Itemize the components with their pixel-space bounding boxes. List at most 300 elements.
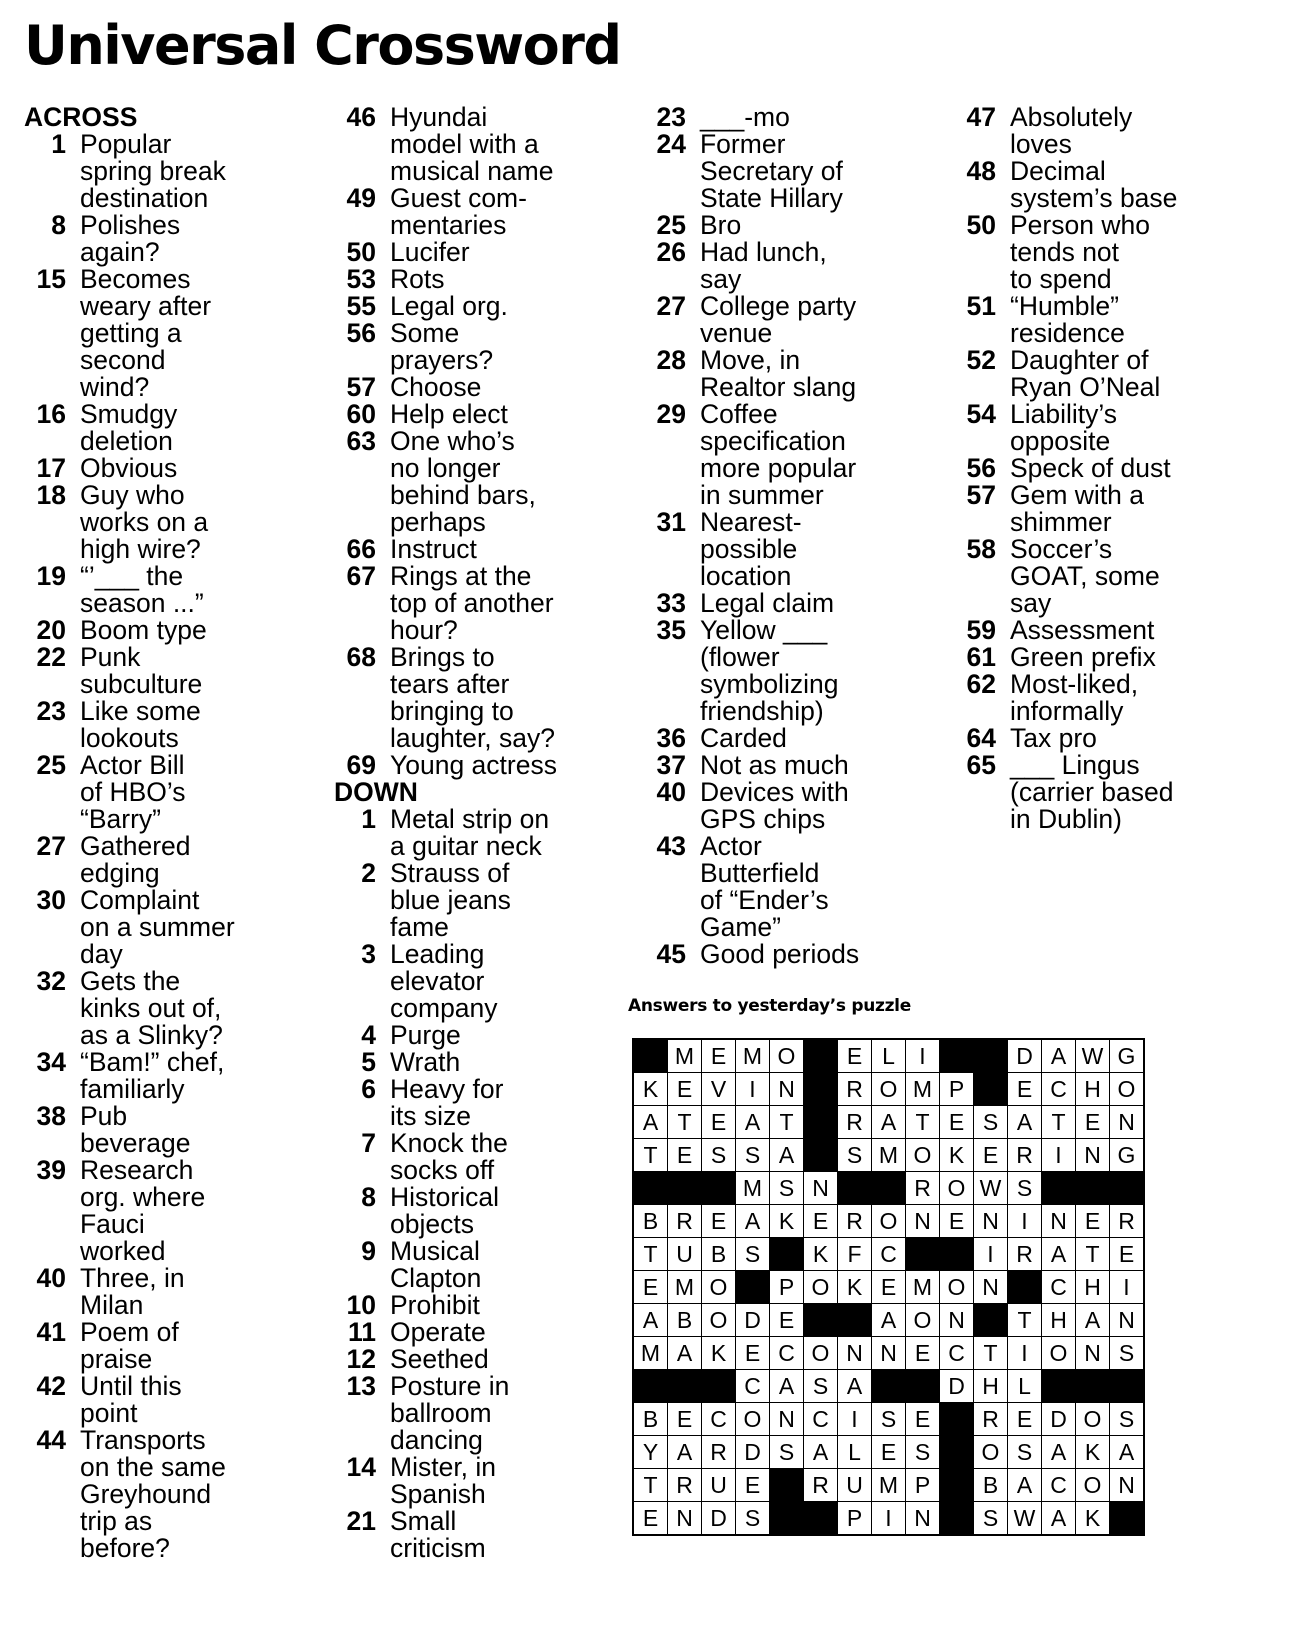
- clue-line: possible: [700, 534, 798, 564]
- clue-text: [1010, 617, 1254, 644]
- clue-line: Green prefix: [1010, 642, 1156, 672]
- clue-line: Game”: [700, 912, 781, 942]
- clue-text: [700, 131, 924, 212]
- clue-line: Boom type: [80, 615, 207, 645]
- clue-text: [80, 698, 294, 752]
- clue-line: mentaries: [390, 210, 507, 240]
- letter-cell: M: [668, 1039, 702, 1073]
- clue-text: [80, 1265, 294, 1319]
- clue-text: [390, 644, 604, 752]
- letter-cell: E: [1076, 1106, 1110, 1139]
- across-clue: [334, 563, 604, 644]
- black-square: [702, 1370, 736, 1403]
- clue-number: 47: [966, 102, 996, 132]
- clue-line: loves: [1010, 129, 1072, 159]
- down-clue: [644, 752, 924, 779]
- letter-cell: N: [1110, 1304, 1145, 1337]
- black-square: [940, 1502, 974, 1536]
- letter-cell: N: [1110, 1469, 1145, 1502]
- letter-cell: N: [770, 1403, 804, 1436]
- clue-line: shimmer: [1010, 507, 1112, 537]
- clue-line: friendship): [700, 696, 824, 726]
- clue-line: Punk: [80, 642, 141, 672]
- clue-line: Help elect: [390, 399, 508, 429]
- clue-number: 26: [656, 237, 686, 267]
- clue-line: Pub: [80, 1101, 128, 1131]
- clue-text: [1010, 293, 1254, 347]
- clue-line: Gem with a: [1010, 480, 1145, 510]
- letter-cell: C: [804, 1403, 838, 1436]
- clue-text: [390, 185, 604, 239]
- black-square: [1110, 1502, 1145, 1536]
- clue-number: 27: [656, 291, 686, 321]
- clue-line: Becomes: [80, 264, 191, 294]
- letter-cell: O: [872, 1205, 906, 1238]
- clue-line: wind?: [80, 372, 150, 402]
- down-clue: [644, 104, 924, 131]
- clue-number: 53: [346, 264, 376, 294]
- clue-line: laughter, say?: [390, 723, 556, 753]
- down-clue: [644, 509, 924, 590]
- letter-cell: K: [633, 1073, 668, 1106]
- letter-cell: O: [1076, 1469, 1110, 1502]
- clue-line: One who’s: [390, 426, 515, 456]
- clue-number: 62: [966, 669, 996, 699]
- clue-line: season ...”: [80, 588, 204, 618]
- clue-number: 38: [36, 1101, 66, 1131]
- letter-cell: S: [872, 1403, 906, 1436]
- clue-text: [1010, 347, 1254, 401]
- letter-cell: S: [1110, 1337, 1145, 1370]
- letter-cell: S: [736, 1238, 770, 1271]
- clue-text: [390, 1508, 604, 1562]
- clue-text: [80, 455, 294, 482]
- letter-cell: E: [668, 1139, 702, 1172]
- black-square: [736, 1271, 770, 1304]
- clue-text: [390, 104, 604, 185]
- clue-number: 12: [346, 1344, 376, 1374]
- clue-line: Seethed: [390, 1344, 489, 1374]
- clue-line: ___-mo: [700, 102, 790, 132]
- grid-row: [633, 1370, 1144, 1403]
- clue-line: criticism: [390, 1533, 486, 1563]
- letter-cell: D: [1008, 1039, 1042, 1073]
- letter-cell: E: [736, 1337, 770, 1370]
- letter-cell: O: [906, 1304, 940, 1337]
- across-clue: [24, 833, 294, 887]
- letter-cell: R: [1008, 1238, 1042, 1271]
- black-square: [1110, 1172, 1145, 1205]
- across-clue: [334, 320, 604, 374]
- clue-line: location: [700, 561, 792, 591]
- letter-cell: A: [736, 1106, 770, 1139]
- across-clue: [334, 104, 604, 185]
- clue-number: 7: [361, 1128, 376, 1158]
- letter-cell: E: [906, 1403, 940, 1436]
- black-square: [974, 1304, 1008, 1337]
- clue-text: [390, 806, 604, 860]
- clue-text: [390, 1076, 604, 1130]
- clue-line: Clapton: [390, 1263, 482, 1293]
- clue-line: second: [80, 345, 166, 375]
- clue-text: [80, 1157, 294, 1265]
- down-clue: [644, 779, 924, 833]
- across-clue: [334, 401, 604, 428]
- across-clue: [24, 401, 294, 455]
- clue-text: [700, 779, 924, 833]
- letter-cell: I: [736, 1073, 770, 1106]
- black-square: [940, 1238, 974, 1271]
- down-clue: [334, 1292, 604, 1319]
- clue-text: [390, 320, 604, 374]
- down-clue: [334, 1184, 604, 1238]
- letter-cell: O: [702, 1304, 736, 1337]
- black-square: [872, 1370, 906, 1403]
- clue-number: 9: [361, 1236, 376, 1266]
- clue-number: 34: [36, 1047, 66, 1077]
- clue-line: Actor Bill: [80, 750, 185, 780]
- clue-line: praise: [80, 1344, 153, 1374]
- grid-row: [633, 1073, 1144, 1106]
- clue-line: Nearest-: [700, 507, 802, 537]
- down-clue: [644, 293, 924, 347]
- letter-cell: T: [668, 1106, 702, 1139]
- letter-cell: N: [1076, 1139, 1110, 1172]
- grid-row: [633, 1039, 1144, 1073]
- letter-cell: E: [838, 1039, 872, 1073]
- clue-line: Heavy for: [390, 1074, 504, 1104]
- black-square: [633, 1370, 668, 1403]
- grid-row: [633, 1337, 1144, 1370]
- across-clue: [24, 563, 294, 617]
- clue-line: day: [80, 939, 123, 969]
- down-clue: [334, 806, 604, 860]
- letter-cell: N: [974, 1205, 1008, 1238]
- clue-line: Person who: [1010, 210, 1150, 240]
- letter-cell: G: [1110, 1139, 1145, 1172]
- clue-line: no longer: [390, 453, 501, 483]
- clue-line: venue: [700, 318, 773, 348]
- clue-line: say: [700, 264, 742, 294]
- clue-line: Carded: [700, 723, 787, 753]
- clue-text: [390, 536, 604, 563]
- letter-cell: S: [1008, 1436, 1042, 1469]
- black-square: [906, 1238, 940, 1271]
- clue-number: 43: [656, 831, 686, 861]
- down-clue: [334, 1130, 604, 1184]
- letter-cell: I: [974, 1238, 1008, 1271]
- across-header: ACROSS: [24, 102, 138, 132]
- clue-line: Greyhound: [80, 1479, 212, 1509]
- across-clue: [24, 212, 294, 266]
- clue-line: Guest com-: [390, 183, 527, 213]
- letter-cell: E: [940, 1205, 974, 1238]
- clue-number: 37: [656, 750, 686, 780]
- black-square: [940, 1469, 974, 1502]
- letter-cell: B: [702, 1238, 736, 1271]
- letter-cell: W: [974, 1172, 1008, 1205]
- clue-line: socks off: [390, 1155, 495, 1185]
- clue-line: Hyundai: [390, 102, 488, 132]
- clue-text: [1010, 455, 1254, 482]
- clue-line: Historical: [390, 1182, 499, 1212]
- clue-line: perhaps: [390, 507, 486, 537]
- black-square: [770, 1502, 804, 1536]
- black-square: [1076, 1172, 1110, 1205]
- clue-text: [1010, 212, 1254, 293]
- clue-number: 20: [36, 615, 66, 645]
- clue-line: Mister, in: [390, 1452, 497, 1482]
- letter-cell: N: [770, 1073, 804, 1106]
- letter-cell: M: [736, 1039, 770, 1073]
- clue-line: Legal org.: [390, 291, 508, 321]
- clue-text: [390, 401, 604, 428]
- down-clue: [644, 617, 924, 725]
- black-square: [804, 1073, 838, 1106]
- letter-cell: N: [872, 1337, 906, 1370]
- clue-text: [1010, 752, 1254, 833]
- grid-row: [633, 1106, 1144, 1139]
- across-clue: [334, 266, 604, 293]
- clue-number: 3: [361, 939, 376, 969]
- down-clue: [954, 644, 1254, 671]
- clue-text: [390, 266, 604, 293]
- clue-number: 19: [36, 561, 66, 591]
- clue-line: residence: [1010, 318, 1125, 348]
- black-square: [804, 1502, 838, 1536]
- letter-cell: O: [906, 1139, 940, 1172]
- letter-cell: R: [838, 1205, 872, 1238]
- across-clue: [334, 185, 604, 239]
- letter-cell: A: [1042, 1502, 1076, 1536]
- down-header: DOWN: [334, 777, 418, 807]
- letter-cell: E: [872, 1436, 906, 1469]
- letter-cell: E: [940, 1106, 974, 1139]
- clue-text: [1010, 104, 1254, 158]
- clue-text: [80, 1049, 294, 1103]
- letter-cell: S: [974, 1106, 1008, 1139]
- clue-line: GOAT, some: [1010, 561, 1160, 591]
- clue-text: [390, 293, 604, 320]
- letter-cell: A: [770, 1370, 804, 1403]
- letter-cell: O: [736, 1403, 770, 1436]
- clue-line: informally: [1010, 696, 1124, 726]
- grid-row: [633, 1502, 1144, 1536]
- across-clue: [334, 428, 604, 536]
- letter-cell: F: [838, 1238, 872, 1271]
- clue-line: familiarly: [80, 1074, 185, 1104]
- letter-cell: A: [1110, 1436, 1145, 1469]
- letter-cell: E: [633, 1271, 668, 1304]
- clue-line: Had lunch,: [700, 237, 827, 267]
- clue-line: Leading: [390, 939, 485, 969]
- down-clue: [334, 1346, 604, 1373]
- down-clue: [334, 1508, 604, 1562]
- clue-text: [80, 833, 294, 887]
- clue-text: [390, 428, 604, 536]
- letter-cell: D: [940, 1370, 974, 1403]
- clue-line: before?: [80, 1533, 170, 1563]
- black-square: [1042, 1370, 1076, 1403]
- clue-number: 18: [36, 480, 66, 510]
- clue-line: Instruct: [390, 534, 477, 564]
- clue-line: Soccer’s: [1010, 534, 1113, 564]
- letter-cell: U: [838, 1469, 872, 1502]
- black-square: [974, 1073, 1008, 1106]
- clue-line: Guy who: [80, 480, 185, 510]
- grid-row: [633, 1139, 1144, 1172]
- clue-text: [1010, 725, 1254, 752]
- letter-cell: S: [1110, 1403, 1145, 1436]
- clue-number: 44: [36, 1425, 66, 1455]
- letter-cell: N: [974, 1271, 1008, 1304]
- letter-cell: B: [668, 1304, 702, 1337]
- letter-cell: E: [736, 1469, 770, 1502]
- letter-cell: C: [702, 1403, 736, 1436]
- letter-cell: Y: [633, 1436, 668, 1469]
- clue-number: 16: [36, 399, 66, 429]
- clue-number: 40: [36, 1263, 66, 1293]
- clue-text: [700, 509, 924, 590]
- down-clue: [644, 131, 924, 212]
- clue-line: spring break: [80, 156, 226, 186]
- across-clue: [24, 617, 294, 644]
- clue-line: Purge: [390, 1020, 461, 1050]
- down-clue: [954, 104, 1254, 158]
- clue-text: [700, 833, 924, 941]
- down-clue: [644, 590, 924, 617]
- letter-cell: M: [872, 1139, 906, 1172]
- clue-number: 31: [656, 507, 686, 537]
- letter-cell: O: [872, 1073, 906, 1106]
- down-clue: [334, 941, 604, 1022]
- letter-cell: K: [702, 1337, 736, 1370]
- letter-cell: S: [1008, 1172, 1042, 1205]
- letter-cell: N: [668, 1502, 702, 1536]
- clue-line: Lucifer: [390, 237, 470, 267]
- clue-line: Research: [80, 1155, 194, 1185]
- clue-number: 8: [361, 1182, 376, 1212]
- clue-line: on the same: [80, 1452, 226, 1482]
- clue-text: [390, 941, 604, 1022]
- letter-cell: O: [804, 1337, 838, 1370]
- letter-cell: E: [1076, 1205, 1110, 1238]
- across-clue: [24, 968, 294, 1049]
- letter-cell: K: [940, 1139, 974, 1172]
- clue-number: 22: [36, 642, 66, 672]
- clue-line: Daughter of: [1010, 345, 1149, 375]
- across-clue: [24, 1265, 294, 1319]
- clue-line: lookouts: [80, 723, 179, 753]
- grid-row: [633, 1205, 1144, 1238]
- clue-line: Transports: [80, 1425, 206, 1455]
- clue-text: [80, 1427, 294, 1562]
- letter-cell: E: [770, 1304, 804, 1337]
- across-clue: [24, 1103, 294, 1157]
- down-clue: [954, 671, 1254, 725]
- letter-cell: O: [804, 1271, 838, 1304]
- letter-cell: I: [906, 1039, 940, 1073]
- clue-text: [700, 347, 924, 401]
- clue-text: [700, 617, 924, 725]
- clue-text: [80, 266, 294, 401]
- clue-number: 69: [346, 750, 376, 780]
- clue-number: 36: [656, 723, 686, 753]
- clue-line: Young actress: [390, 750, 557, 780]
- clue-number: 21: [346, 1506, 376, 1536]
- clue-line: Fauci: [80, 1209, 145, 1239]
- letter-cell: N: [1076, 1337, 1110, 1370]
- clue-text: [80, 1319, 294, 1373]
- letter-cell: W: [1076, 1039, 1110, 1073]
- clue-line: Devices with: [700, 777, 849, 807]
- clue-number: 4: [361, 1020, 376, 1050]
- clue-line: Most-liked,: [1010, 669, 1139, 699]
- clue-text: [390, 239, 604, 266]
- down-clue: [954, 536, 1254, 617]
- across-clue: [24, 1373, 294, 1427]
- letter-cell: S: [974, 1502, 1008, 1536]
- black-square: [770, 1238, 804, 1271]
- letter-cell: M: [633, 1337, 668, 1370]
- clue-line: Obvious: [80, 453, 178, 483]
- letter-cell: O: [1076, 1403, 1110, 1436]
- clue-text: [80, 401, 294, 455]
- clue-line: tends not: [1010, 237, 1120, 267]
- letter-cell: R: [1008, 1139, 1042, 1172]
- clue-number: 58: [966, 534, 996, 564]
- letter-cell: O: [974, 1436, 1008, 1469]
- across-clue: [24, 455, 294, 482]
- clue-number: 56: [966, 453, 996, 483]
- grid-row: [633, 1403, 1144, 1436]
- letter-cell: K: [838, 1271, 872, 1304]
- letter-cell: O: [940, 1172, 974, 1205]
- letter-cell: E: [702, 1106, 736, 1139]
- clue-line: Prohibit: [390, 1290, 480, 1320]
- clue-line: (flower: [700, 642, 780, 672]
- clue-line: objects: [390, 1209, 474, 1239]
- clue-number: 5: [361, 1047, 376, 1077]
- clue-line: worked: [80, 1236, 166, 1266]
- clue-line: Three, in: [80, 1263, 185, 1293]
- letter-cell: S: [906, 1436, 940, 1469]
- clue-line: Yellow ___: [700, 615, 828, 645]
- clue-line: (carrier based: [1010, 777, 1174, 807]
- down-clue: [954, 725, 1254, 752]
- letter-cell: E: [668, 1073, 702, 1106]
- clue-line: Operate: [390, 1317, 486, 1347]
- clue-line: subculture: [80, 669, 203, 699]
- clue-line: say: [1010, 588, 1052, 618]
- clue-text: [80, 563, 294, 617]
- down-clue: [334, 1238, 604, 1292]
- clue-text: [80, 212, 294, 266]
- clue-number: 67: [346, 561, 376, 591]
- letter-cell: I: [1042, 1139, 1076, 1172]
- clue-line: on a summer: [80, 912, 235, 942]
- clue-text: [700, 401, 924, 509]
- black-square: [1008, 1271, 1042, 1304]
- letter-cell: P: [838, 1502, 872, 1536]
- answers-title: Answers to yesterday’s puzzle: [628, 996, 911, 1016]
- letter-cell: H: [974, 1370, 1008, 1403]
- clue-line: Knock the: [390, 1128, 508, 1158]
- across-clue: [24, 698, 294, 752]
- letter-cell: H: [1076, 1073, 1110, 1106]
- black-square: [633, 1172, 668, 1205]
- clue-line: Secretary of: [700, 156, 843, 186]
